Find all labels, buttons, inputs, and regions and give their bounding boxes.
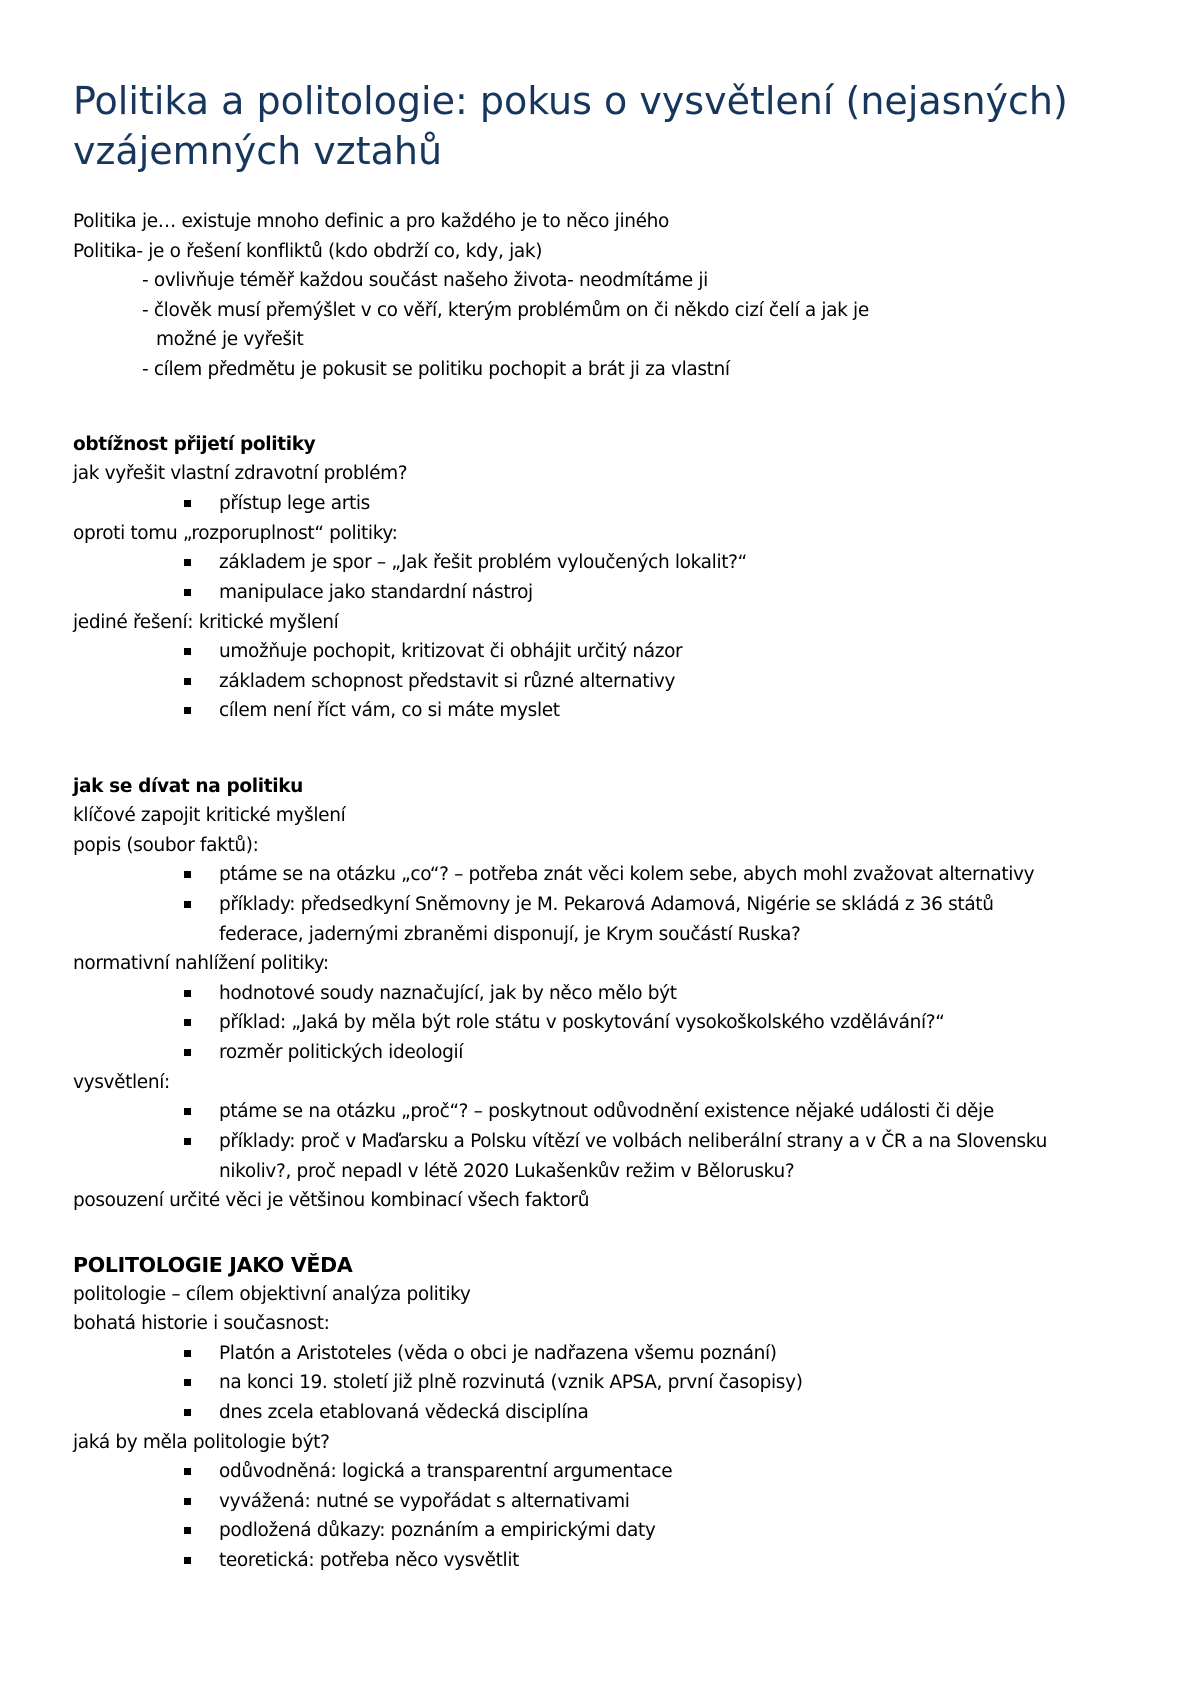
bullet-square-icon bbox=[184, 871, 191, 878]
section2-bullet-7-continuation: nikoliv?, proč nepadl v létě 2020 Lukašenkův režim v Bělorusku? bbox=[219, 1161, 795, 1182]
bullet-square-icon bbox=[184, 589, 191, 596]
bullet-square-icon bbox=[184, 1379, 191, 1386]
bullet-square-icon bbox=[184, 1049, 191, 1056]
section-heading-difficulty: obtížnost přijetí politiky bbox=[73, 434, 316, 455]
intro-line-2: Politika- je o řešení konfliktů (kdo obdrží co, kdy, jak) bbox=[73, 241, 543, 262]
bullet-square-icon bbox=[184, 1019, 191, 1026]
section3-bullet-4: odůvodněná: logická a transparentní argumentace bbox=[219, 1461, 673, 1482]
bullet-square-icon bbox=[184, 1527, 191, 1534]
bullet-square-icon bbox=[184, 1409, 191, 1416]
section1-bullet-4: umožňuje pochopit, kritizovat či obhájit určitý názor bbox=[219, 641, 683, 662]
section2-bullet-1: ptáme se na otázku „co“? – potřeba znát věci kolem sebe, abych mohl zvažovat alternativy bbox=[219, 864, 1035, 885]
section1-bullet-3: manipulace jako standardní nástroj bbox=[219, 582, 533, 603]
section1-bullet-1: přístup lege artis bbox=[219, 493, 370, 514]
section1-line-1: jak vyřešit vlastní zdravotní problém? bbox=[73, 463, 408, 484]
section3-bullet-6: podložená důkazy: poznáním a empirickými daty bbox=[219, 1520, 656, 1541]
section3-bullet-1: Platón a Aristoteles (věda o obci je nadřazena všemu poznání) bbox=[219, 1343, 777, 1364]
intro-line-1: Politika je… existuje mnoho definic a pro každého je to něco jiného bbox=[73, 211, 670, 232]
section2-bullet-7: příklady: proč v Maďarsku a Polsku vítězí ve volbách neliberální strany a v ČR a na Slovensku bbox=[219, 1131, 1047, 1152]
bullet-square-icon bbox=[184, 1468, 191, 1475]
bullet-square-icon bbox=[184, 559, 191, 566]
section2-line-5: posouzení určité věci je většinou kombinací všech faktorů bbox=[73, 1190, 590, 1211]
section1-bullet-5: základem schopnost představit si různé alternativy bbox=[219, 671, 676, 692]
bullet-square-icon bbox=[184, 1108, 191, 1115]
bullet-square-icon bbox=[184, 1498, 191, 1505]
section3-bullet-5: vyvážená: nutné se vypořádat s alternativami bbox=[219, 1491, 630, 1512]
section2-bullet-2-continuation: federace, jadernými zbraněmi disponují, je Krym součástí Ruska? bbox=[219, 924, 801, 945]
section3-line-3: jaká by měla politologie být? bbox=[73, 1432, 330, 1453]
section1-bullet-2: základem je spor – „Jak řešit problém vyloučených lokalit?“ bbox=[219, 552, 747, 573]
section3-line-1: politologie – cílem objektivní analýza politiky bbox=[73, 1284, 471, 1305]
intro-dash-item-2: - člověk musí přemýšlet v co věří, kterým problémům on či někdo cizí čelí a jak je bbox=[142, 300, 869, 321]
intro-dash-item-3: - cílem předmětu je pokusit se politiku pochopit a brát ji za vlastní bbox=[142, 359, 730, 380]
section2-line-4: vysvětlení: bbox=[73, 1072, 170, 1093]
bullet-square-icon bbox=[184, 500, 191, 507]
section2-bullet-6: ptáme se na otázku „proč“? – poskytnout odůvodnění existence nějaké události či děje bbox=[219, 1101, 994, 1122]
section1-line-2: oproti tomu „rozporuplnost“ politiky: bbox=[73, 523, 398, 544]
section3-bullet-2: na konci 19. století již plně rozvinutá (vznik APSA, první časopisy) bbox=[219, 1372, 803, 1393]
section2-bullet-2: příklady: předsedkyní Sněmovny je M. Pekarová Adamová, Nigérie se skládá z 36 států bbox=[219, 894, 994, 915]
section2-line-3: normativní nahlížení politiky: bbox=[73, 953, 329, 974]
section-heading-how-to-look: jak se dívat na politiku bbox=[73, 776, 303, 797]
section2-bullet-5: rozměr politických ideologií bbox=[219, 1042, 464, 1063]
document-title: Politika a politologie: pokus o vysvětlení (nejasných) vzájemných vztahů bbox=[73, 79, 1068, 173]
section2-bullet-3: hodnotové soudy naznačující, jak by něco mělo být bbox=[219, 983, 677, 1004]
section3-bullet-7: teoretická: potřeba něco vysvětlit bbox=[219, 1550, 520, 1571]
section3-bullet-3: dnes zcela etablovaná vědecká disciplína bbox=[219, 1402, 589, 1423]
bullet-square-icon bbox=[184, 707, 191, 714]
section1-bullet-6: cílem není říct vám, co si máte myslet bbox=[219, 700, 560, 721]
section2-line-2: popis (soubor faktů): bbox=[73, 835, 259, 856]
section2-bullet-4: příklad: „Jaká by měla být role státu v poskytování vysokoškolského vzdělávání?“ bbox=[219, 1012, 945, 1033]
bullet-square-icon bbox=[184, 901, 191, 908]
bullet-square-icon bbox=[184, 1350, 191, 1357]
section1-line-3: jediné řešení: kritické myšlení bbox=[73, 612, 339, 633]
section3-line-2: bohatá historie i současnost: bbox=[73, 1313, 330, 1334]
section-heading-political-science: POLITOLOGIE JAKO VĚDA bbox=[73, 1253, 353, 1277]
bullet-square-icon bbox=[184, 990, 191, 997]
bullet-square-icon bbox=[184, 1138, 191, 1145]
intro-dash-item-1: - ovlivňuje téměř každou součást našeho života- neodmítáme ji bbox=[142, 270, 708, 291]
intro-dash-item-2-continuation: možné je vyřešit bbox=[156, 329, 304, 350]
bullet-square-icon bbox=[184, 648, 191, 655]
bullet-square-icon bbox=[184, 1557, 191, 1564]
bullet-square-icon bbox=[184, 678, 191, 685]
section2-line-1: klíčové zapojit kritické myšlení bbox=[73, 805, 346, 826]
